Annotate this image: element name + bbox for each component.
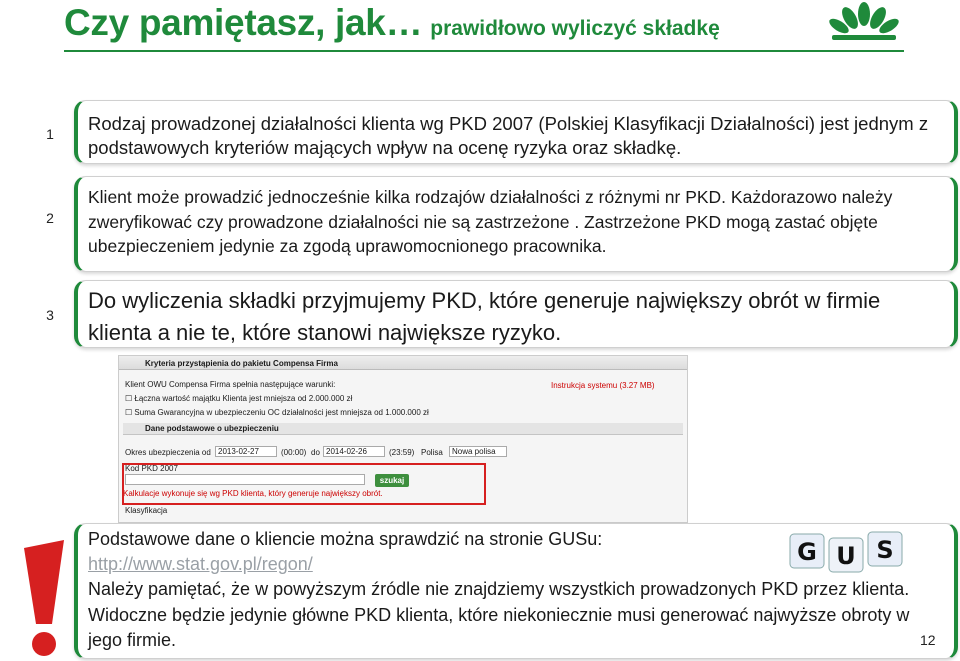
slide-title	[64, 2, 720, 44]
criterion-1: ☐ Łączna wartość majątku Klienta jest mniejsza od 2.000.000 zł	[125, 394, 353, 403]
time-from: (00:00)	[281, 448, 307, 457]
search-button[interactable]: szukaj	[375, 474, 409, 487]
gus-letter-u: U	[836, 542, 856, 570]
date-to-input[interactable]: 2014-02-26	[323, 446, 385, 457]
pkd-label: Kod PKD 2007	[125, 464, 178, 473]
section-header: Dane podstawowe o ubezpieczeniu	[123, 423, 683, 435]
gus-letter-g: G	[797, 538, 817, 566]
period-label: Okres ubezpieczenia od	[125, 448, 211, 457]
classification-label: Klasyfikacja	[125, 506, 168, 515]
gus-link[interactable]: http://www.stat.gov.pl/regon/	[88, 554, 313, 575]
note-line-1: Podstawowe dane o kliencie można sprawdzić na stronie GUSu:	[88, 529, 603, 549]
criterion-2: ☐ Suma Gwarancyjna w ubezpieczeniu OC działalności jest mniejsza od 1.000.000 zł	[125, 408, 429, 417]
do-label: do	[311, 448, 320, 457]
criterion-2-label: Suma Gwarancyjna w ubezpieczeniu OC działalności jest mniejsza od 1.000.000 zł	[134, 408, 429, 417]
instruction-link[interactable]: Instrukcja systemu (3.27 MB)	[551, 381, 655, 390]
time-to: (23:59)	[389, 448, 415, 457]
gus-logo-icon	[788, 528, 904, 576]
title-sub: prawidłowo wyliczyć składkę	[430, 17, 720, 40]
form-header: Kryteria przystąpienia do pakietu Compensa Firma	[119, 356, 687, 370]
point-text-2: Klient może prowadzić jednocześnie kilka rodzajów działalności z różnymi nr PKD. Każdorazowo należy zweryfikować czy prowadzone działalności nie są zastrzeżone . Zastrzeżone PKD mogą zastać objęte ubezpieczeniem jedynie za zgodą uprawomocnionego pracownika.	[88, 187, 893, 256]
company-logo-icon	[828, 2, 900, 42]
title-main: Czy pamiętasz, jak…	[64, 2, 423, 43]
title-divider	[64, 50, 904, 52]
point-text-1: Rodzaj prowadzonej działalności klienta wg PKD 2007 (Polskiej Klasyfikacji Działalności) jest jednym z podstawowych kryteriów mających wpływ na ocenę ryzyka oraz składkę.	[88, 113, 929, 159]
point-number-3: 3	[46, 307, 54, 323]
polisa-label: Polisa	[421, 448, 443, 457]
point-number-2: 2	[46, 210, 54, 226]
pkd-highlight-frame	[122, 463, 486, 505]
note-line-2: Należy pamiętać, że w powyższym źródle nie znajdziemy wszystkich prowadzonych PKD przez klienta. Widoczne będzie jedynie główne PKD klienta, które niekoniecznie musi generować najwyższe obroty w jego firmie.	[88, 579, 910, 650]
calculation-warning: Kalkulacje wykonuje się wg PKD klienta, który generuje największy obrót.	[123, 489, 383, 498]
date-from-input[interactable]: 2013-02-27	[215, 446, 277, 457]
form-intro: Klient OWU Compensa Firma spełnia następujące warunki:	[125, 380, 336, 389]
point-text-3: Do wyliczenia składki przyjmujemy PKD, które generuje największy obrót w firmie klienta a nie te, które stanowi największe ryzyko.	[88, 288, 881, 345]
point-number-1: 1	[46, 126, 54, 142]
gus-letter-s: S	[876, 536, 894, 564]
criterion-1-label: Łączna wartość majątku Klienta jest mniejsza od 2.000.000 zł	[134, 394, 353, 403]
page-number: 12	[920, 632, 936, 648]
polisa-select[interactable]: Nowa polisa	[449, 446, 507, 457]
warning-exclamation-icon	[18, 540, 70, 660]
